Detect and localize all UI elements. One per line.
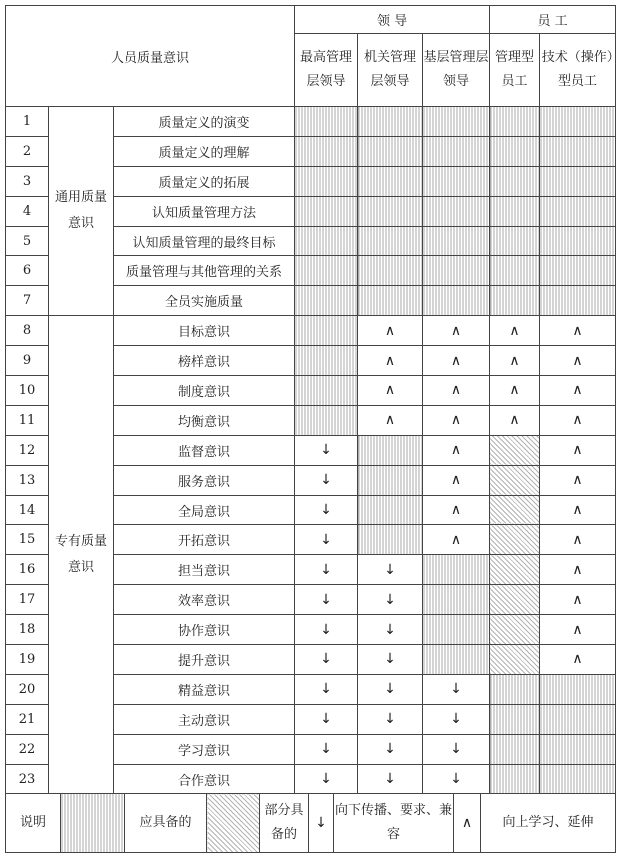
partial-hatch-cell-management-staff <box>490 645 540 675</box>
awareness-item-name: 服务意识 <box>114 465 295 495</box>
legend-text-partial: 部分具备的 <box>260 794 309 853</box>
down-arrow-icon-top-management: ↓ <box>295 495 358 525</box>
row-number: 7 <box>6 286 49 316</box>
should-have-hatch-cell-management-staff <box>490 674 540 704</box>
should-have-hatch-cell-technical-staff <box>540 286 616 316</box>
up-caret-icon-management-staff: ∧ <box>490 405 540 435</box>
down-arrow-icon-grassroots-management: ↓ <box>423 704 490 734</box>
up-caret-icon-technical-staff: ∧ <box>540 525 616 555</box>
should-have-hatch-cell-grassroots-management <box>423 107 490 137</box>
should-have-hatch-cell-management-staff <box>490 764 540 794</box>
should-have-hatch-cell-technical-staff <box>540 136 616 166</box>
legend-text-up: 向上学习、延伸 <box>481 794 616 853</box>
group-label-general: 通用质量意识 <box>49 107 114 316</box>
up-caret-icon-office-management: ∧ <box>358 346 423 376</box>
row-number: 5 <box>6 226 49 256</box>
should-have-hatch-cell-management-staff <box>490 704 540 734</box>
should-have-hatch-cell-technical-staff <box>540 764 616 794</box>
should-have-hatch-cell-grassroots-management <box>423 196 490 226</box>
down-arrow-icon-office-management: ↓ <box>358 734 423 764</box>
down-arrow-icon-office-management: ↓ <box>358 555 423 585</box>
should-have-hatch-cell-top-management <box>295 256 358 286</box>
partial-hatch-cell-management-staff <box>490 495 540 525</box>
awareness-item-name: 主动意识 <box>114 704 295 734</box>
awareness-item-name: 学习意识 <box>114 734 295 764</box>
should-have-hatch-cell-office-management <box>358 465 423 495</box>
awareness-item-name: 提升意识 <box>114 645 295 675</box>
up-caret-icon-grassroots-management: ∧ <box>423 346 490 376</box>
down-arrow-icon-top-management: ↓ <box>295 585 358 615</box>
up-caret-icon-grassroots-management: ∧ <box>423 495 490 525</box>
awareness-item-name: 目标意识 <box>114 316 295 346</box>
should-have-hatch-cell-grassroots-management <box>423 256 490 286</box>
up-caret-icon-grassroots-management: ∧ <box>423 525 490 555</box>
awareness-item-name: 开拓意识 <box>114 525 295 555</box>
down-arrow-icon-top-management: ↓ <box>295 674 358 704</box>
up-caret-icon-grassroots-management: ∧ <box>423 465 490 495</box>
should-have-hatch-cell-top-management <box>295 226 358 256</box>
should-have-hatch-cell-technical-staff <box>540 107 616 137</box>
legend-swatch-partial <box>207 794 260 853</box>
legend-text-down: 向下传播、要求、兼容 <box>334 794 454 853</box>
should-have-hatch-cell-grassroots-management <box>423 136 490 166</box>
should-have-hatch-cell-office-management <box>358 256 423 286</box>
row-number: 17 <box>6 585 49 615</box>
up-caret-icon-management-staff: ∧ <box>490 376 540 406</box>
should-have-hatch-cell-technical-staff <box>540 226 616 256</box>
awareness-item-name: 认知质量管理方法 <box>114 196 295 226</box>
awareness-item-name: 精益意识 <box>114 674 295 704</box>
down-arrow-icon-grassroots-management: ↓ <box>423 674 490 704</box>
up-caret-icon-office-management: ∧ <box>358 405 423 435</box>
down-arrow-icon-top-management: ↓ <box>295 734 358 764</box>
awareness-item-name: 质量定义的拓展 <box>114 166 295 196</box>
row-number: 14 <box>6 495 49 525</box>
up-caret-icon-management-staff: ∧ <box>490 346 540 376</box>
down-arrow-icon-office-management: ↓ <box>358 764 423 794</box>
down-arrow-icon-top-management: ↓ <box>295 764 358 794</box>
row-number: 13 <box>6 465 49 495</box>
up-caret-icon-technical-staff: ∧ <box>540 465 616 495</box>
down-arrow-icon-top-management: ↓ <box>295 615 358 645</box>
legend-table <box>5 793 616 853</box>
down-arrow-icon-office-management: ↓ <box>358 674 423 704</box>
table-row <box>6 316 616 346</box>
up-caret-icon-technical-staff: ∧ <box>540 615 616 645</box>
row-number: 4 <box>6 196 49 226</box>
should-have-hatch-cell-top-management <box>295 346 358 376</box>
awareness-item-name: 全局意识 <box>114 495 295 525</box>
partial-hatch-cell-management-staff <box>490 525 540 555</box>
should-have-hatch-cell-management-staff <box>490 136 540 166</box>
partial-hatch-cell-management-staff <box>490 615 540 645</box>
should-have-hatch-cell-top-management <box>295 196 358 226</box>
should-have-hatch-cell-office-management <box>358 286 423 316</box>
awareness-item-name: 协作意识 <box>114 615 295 645</box>
row-number: 8 <box>6 316 49 346</box>
down-arrow-icon-top-management: ↓ <box>295 465 358 495</box>
group-header-staff: 员 工 <box>490 6 616 34</box>
should-have-hatch-cell-technical-staff <box>540 734 616 764</box>
should-have-hatch-cell-technical-staff <box>540 196 616 226</box>
awareness-item-name: 质量管理与其他管理的关系 <box>114 256 295 286</box>
up-caret-icon-technical-staff: ∧ <box>540 346 616 376</box>
up-caret-icon-office-management: ∧ <box>358 316 423 346</box>
row-number: 2 <box>6 136 49 166</box>
awareness-item-name: 质量定义的演变 <box>114 107 295 137</box>
down-arrow-icon-top-management: ↓ <box>295 435 358 465</box>
up-caret-icon-technical-staff: ∧ <box>540 585 616 615</box>
should-have-hatch-cell-technical-staff <box>540 674 616 704</box>
row-number: 3 <box>6 166 49 196</box>
should-have-hatch-cell-top-management <box>295 316 358 346</box>
should-have-hatch-cell-grassroots-management <box>423 166 490 196</box>
should-have-hatch-cell-grassroots-management <box>423 226 490 256</box>
column-header-grassroots-management: 基层管理层领导 <box>423 34 490 107</box>
should-have-hatch-cell-management-staff <box>490 734 540 764</box>
column-header-management-staff: 管理型员工 <box>490 34 540 107</box>
row-number: 1 <box>6 107 49 137</box>
row-number: 23 <box>6 764 49 794</box>
awareness-item-name: 全员实施质量 <box>114 286 295 316</box>
row-number: 6 <box>6 256 49 286</box>
partial-hatch-cell-management-staff <box>490 555 540 585</box>
should-have-hatch-cell-management-staff <box>490 107 540 137</box>
group-header-leader: 领 导 <box>295 6 490 34</box>
awareness-item-name: 认知质量管理的最终目标 <box>114 226 295 256</box>
awareness-item-name: 质量定义的理解 <box>114 136 295 166</box>
should-have-hatch-cell-office-management <box>358 495 423 525</box>
quality-awareness-table <box>5 5 616 794</box>
down-arrow-icon-office-management: ↓ <box>358 585 423 615</box>
table-body <box>6 107 616 794</box>
up-caret-icon-technical-staff: ∧ <box>540 555 616 585</box>
table-row <box>6 107 616 137</box>
awareness-item-name: 担当意识 <box>114 555 295 585</box>
should-have-hatch-cell-office-management <box>358 525 423 555</box>
down-arrow-icon-top-management: ↓ <box>295 525 358 555</box>
up-caret-icon-office-management: ∧ <box>358 376 423 406</box>
should-have-hatch-cell-management-staff <box>490 286 540 316</box>
should-have-hatch-cell-office-management <box>358 196 423 226</box>
down-arrow-icon-top-management: ↓ <box>295 704 358 734</box>
row-number: 10 <box>6 376 49 406</box>
down-arrow-icon-office-management: ↓ <box>358 615 423 645</box>
should-have-hatch-cell-management-staff <box>490 256 540 286</box>
should-have-hatch-cell-top-management <box>295 166 358 196</box>
column-header-top-management: 最高管理层领导 <box>295 34 358 107</box>
awareness-item-name: 榜样意识 <box>114 346 295 376</box>
quality-awareness-table-container <box>5 5 615 852</box>
row-number: 12 <box>6 435 49 465</box>
up-caret-icon-technical-staff: ∧ <box>540 376 616 406</box>
should-have-hatch-cell-top-management <box>295 286 358 316</box>
legend-swatch-should-have <box>61 794 125 853</box>
should-have-hatch-cell-office-management <box>358 136 423 166</box>
down-arrow-icon-grassroots-management: ↓ <box>423 734 490 764</box>
should-have-hatch-cell-management-staff <box>490 196 540 226</box>
up-caret-icon-grassroots-management: ∧ <box>423 435 490 465</box>
should-have-hatch-cell-grassroots-management <box>423 585 490 615</box>
legend-down-arrow-icon: ↓ <box>309 794 334 853</box>
should-have-hatch-cell-management-staff <box>490 226 540 256</box>
partial-hatch-cell-management-staff <box>490 465 540 495</box>
down-arrow-icon-office-management: ↓ <box>358 645 423 675</box>
down-arrow-icon-top-management: ↓ <box>295 645 358 675</box>
should-have-hatch-cell-grassroots-management <box>423 615 490 645</box>
awareness-item-name: 效率意识 <box>114 585 295 615</box>
up-caret-icon-grassroots-management: ∧ <box>423 405 490 435</box>
should-have-hatch-cell-technical-staff <box>540 166 616 196</box>
up-caret-icon-technical-staff: ∧ <box>540 645 616 675</box>
down-arrow-icon-office-management: ↓ <box>358 704 423 734</box>
column-header-technical-staff: 技术（操作）型员工 <box>540 34 616 107</box>
up-caret-icon-grassroots-management: ∧ <box>423 376 490 406</box>
should-have-hatch-cell-office-management <box>358 226 423 256</box>
partial-hatch-cell-management-staff <box>490 585 540 615</box>
row-number: 22 <box>6 734 49 764</box>
row-number: 15 <box>6 525 49 555</box>
row-number: 16 <box>6 555 49 585</box>
should-have-hatch-cell-grassroots-management <box>423 286 490 316</box>
up-caret-icon-technical-staff: ∧ <box>540 316 616 346</box>
row-number: 19 <box>6 645 49 675</box>
should-have-hatch-cell-grassroots-management <box>423 555 490 585</box>
row-number: 21 <box>6 704 49 734</box>
table-title: 人员质量意识 <box>6 6 295 107</box>
awareness-item-name: 制度意识 <box>114 376 295 406</box>
awareness-item-name: 合作意识 <box>114 764 295 794</box>
should-have-hatch-cell-top-management <box>295 376 358 406</box>
row-number: 9 <box>6 346 49 376</box>
down-arrow-icon-top-management: ↓ <box>295 555 358 585</box>
row-number: 11 <box>6 405 49 435</box>
up-caret-icon-grassroots-management: ∧ <box>423 316 490 346</box>
up-caret-icon-technical-staff: ∧ <box>540 405 616 435</box>
should-have-hatch-cell-top-management <box>295 136 358 166</box>
down-arrow-icon-grassroots-management: ↓ <box>423 764 490 794</box>
legend-label: 说明 <box>6 794 61 853</box>
should-have-hatch-cell-top-management <box>295 107 358 137</box>
should-have-hatch-cell-top-management <box>295 405 358 435</box>
should-have-hatch-cell-office-management <box>358 107 423 137</box>
row-number: 18 <box>6 615 49 645</box>
awareness-item-name: 监督意识 <box>114 435 295 465</box>
awareness-item-name: 均衡意识 <box>114 405 295 435</box>
group-label-special: 专有质量意识 <box>49 316 114 794</box>
legend-text-should-have: 应具备的 <box>125 794 207 853</box>
up-caret-icon-technical-staff: ∧ <box>540 435 616 465</box>
should-have-hatch-cell-technical-staff <box>540 256 616 286</box>
row-number: 20 <box>6 674 49 704</box>
should-have-hatch-cell-office-management <box>358 166 423 196</box>
up-caret-icon-technical-staff: ∧ <box>540 495 616 525</box>
should-have-hatch-cell-management-staff <box>490 166 540 196</box>
legend-up-caret-icon: ∧ <box>454 794 481 853</box>
up-caret-icon-management-staff: ∧ <box>490 316 540 346</box>
partial-hatch-cell-management-staff <box>490 435 540 465</box>
should-have-hatch-cell-grassroots-management <box>423 645 490 675</box>
column-header-office-management: 机关管理层领导 <box>358 34 423 107</box>
should-have-hatch-cell-office-management <box>358 435 423 465</box>
should-have-hatch-cell-technical-staff <box>540 704 616 734</box>
